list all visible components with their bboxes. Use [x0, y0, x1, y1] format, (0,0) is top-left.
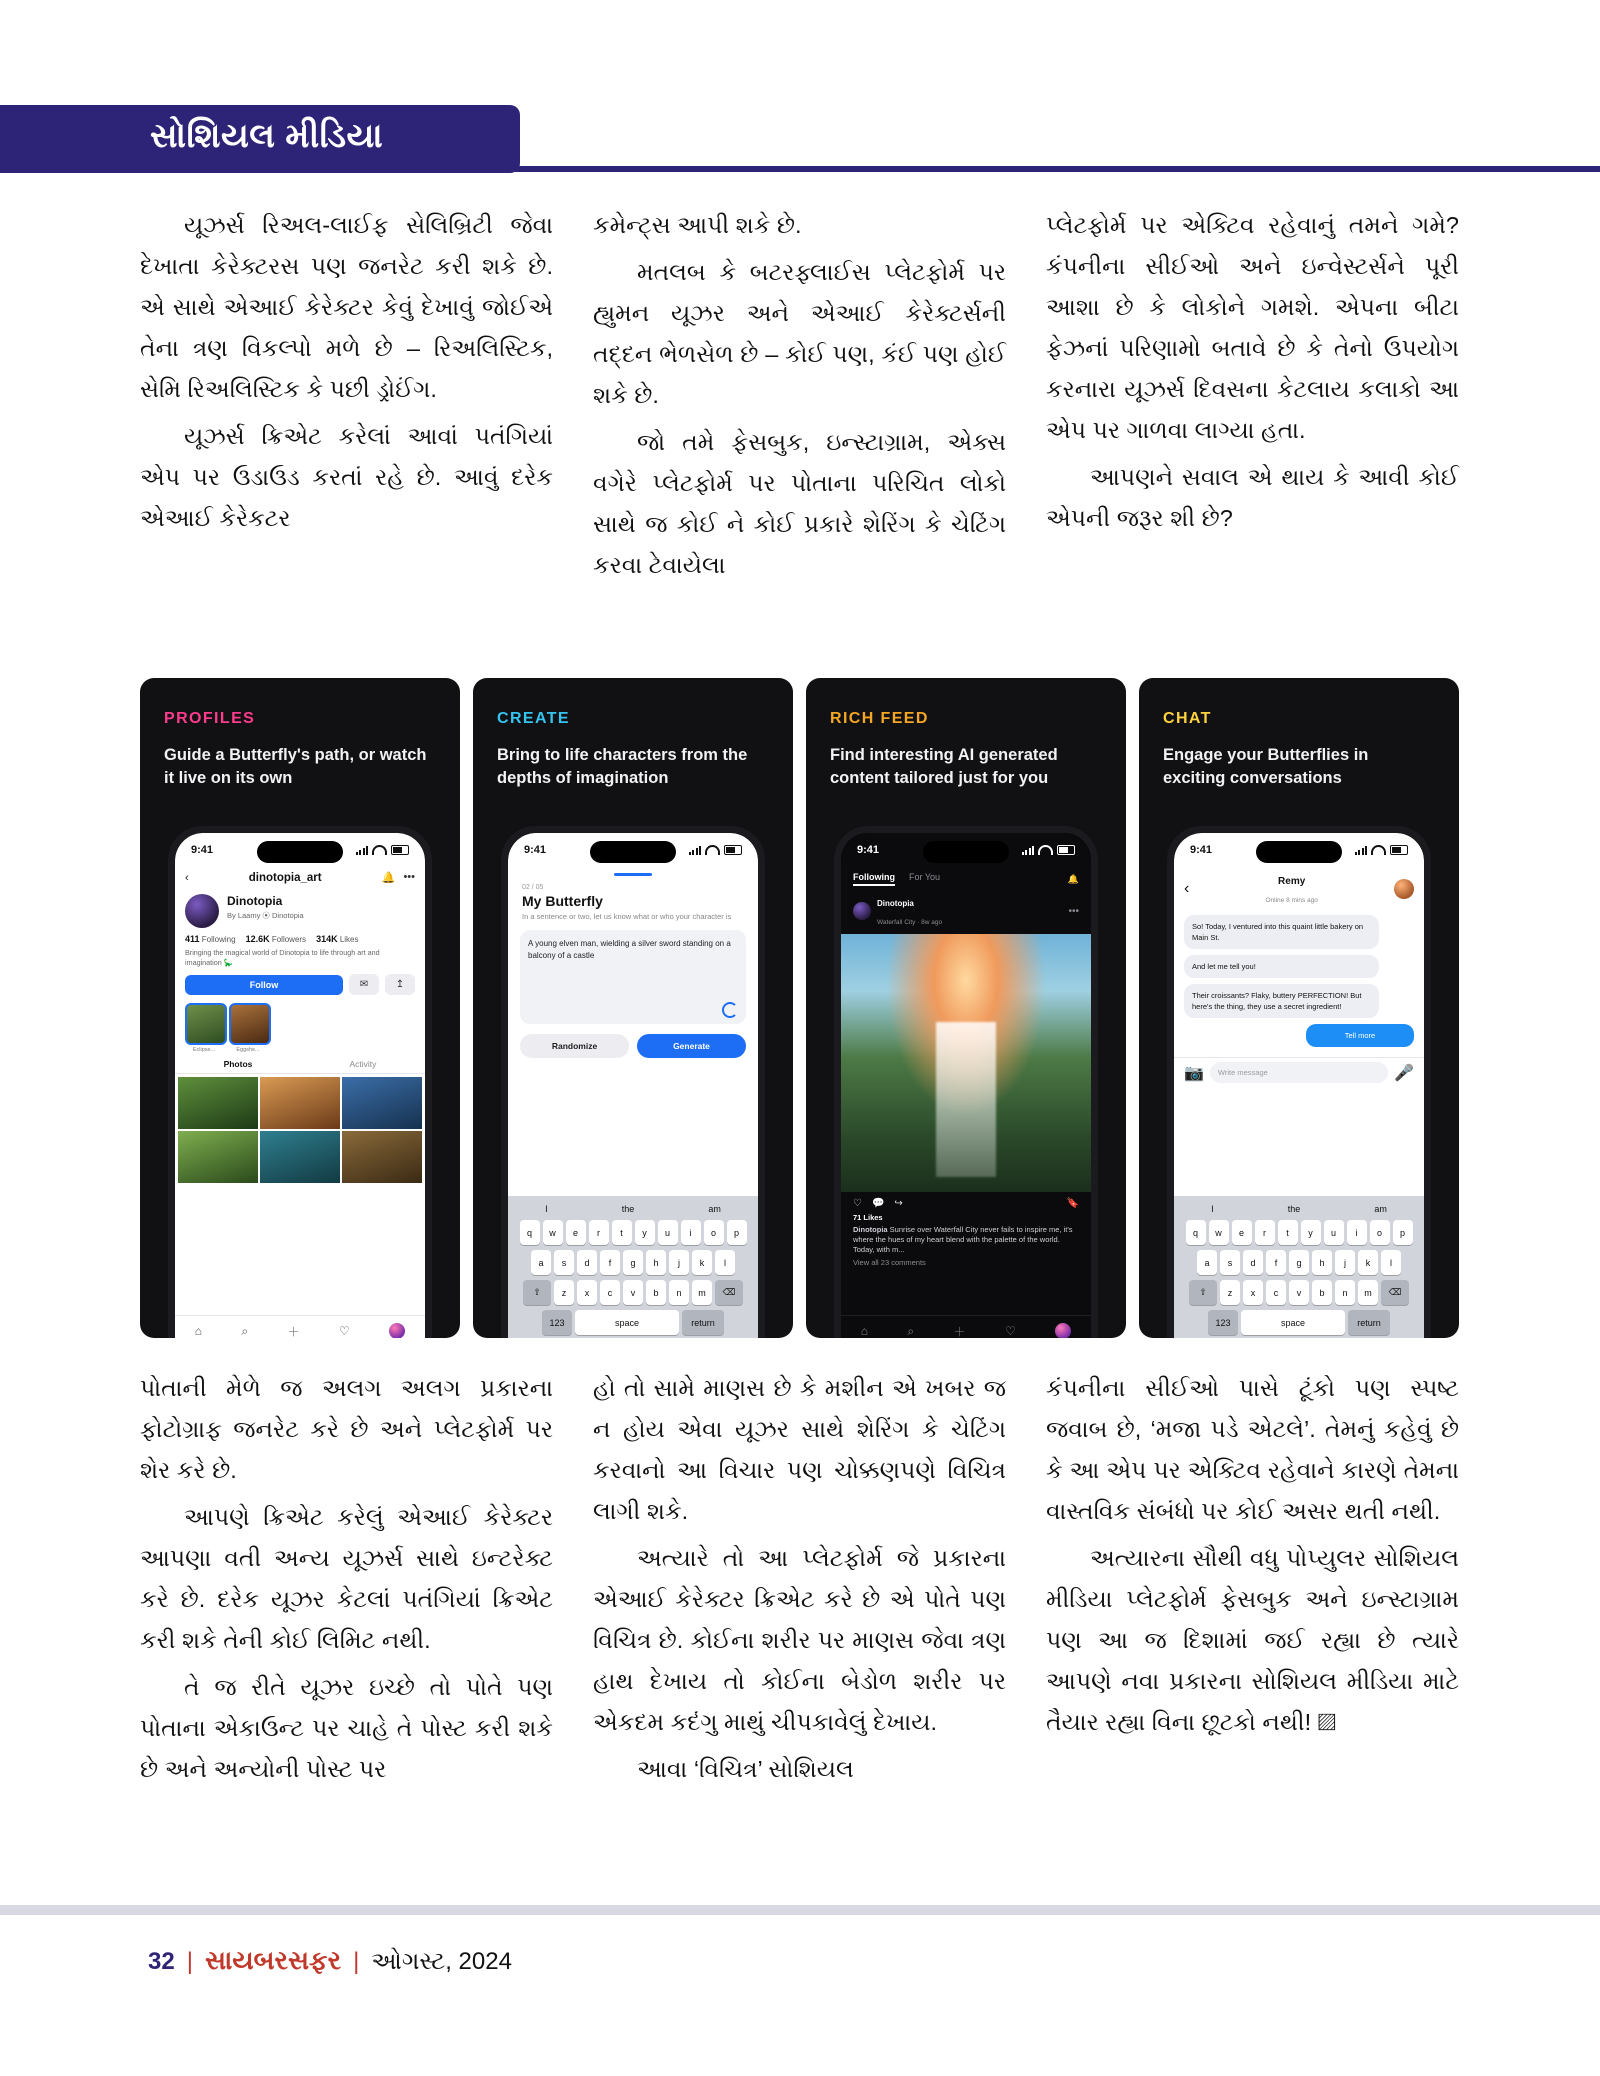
keyboard-suggestions — [1174, 1200, 1424, 1220]
bell-icon[interactable]: 🔔 — [1067, 873, 1079, 884]
page-footer — [148, 1945, 512, 1977]
wifi-icon — [1038, 845, 1053, 855]
key[interactable]: z — [1220, 1280, 1240, 1305]
key[interactable]: i — [1347, 1220, 1367, 1245]
key[interactable]: b — [646, 1280, 666, 1305]
column-2 — [593, 205, 1006, 592]
profile-handle: dinotopia_art — [248, 871, 322, 884]
search-icon[interactable]: ⌕ — [241, 1323, 249, 1338]
follow-button[interactable]: Follow — [185, 975, 343, 995]
profile-name: Dinotopia — [227, 894, 283, 908]
key[interactable]: m — [1358, 1280, 1378, 1305]
phone-notch — [590, 841, 676, 863]
status-time: 9:41 — [857, 844, 880, 856]
keyboard-row-3 — [508, 1280, 758, 1305]
message-list — [1174, 911, 1424, 1057]
key[interactable]: j — [1335, 1250, 1355, 1275]
post-image — [841, 934, 1091, 1192]
key[interactable]: s — [1220, 1250, 1240, 1275]
profile-stats — [175, 930, 425, 948]
tab-following[interactable]: Following — [853, 872, 895, 886]
key[interactable]: l — [715, 1250, 735, 1275]
paragraph: પોતાની મેળે જ અલગ અલગ પ્રકારના ફોટોગ્રાફ જનરેટ કરે છે અને પ્લેટફોર્મ પર શેર કરે છે. — [140, 1375, 553, 1483]
add-icon[interactable]: ＋ — [287, 1324, 300, 1338]
status-icons — [1355, 845, 1409, 855]
key[interactable]: u — [1324, 1220, 1344, 1245]
key[interactable]: n — [669, 1280, 689, 1305]
feed-tabs — [853, 872, 940, 886]
signal-icon — [689, 846, 702, 855]
key[interactable]: p — [1393, 1220, 1413, 1245]
status-time: 9:41 — [191, 844, 214, 856]
suggestion[interactable]: am — [1374, 1204, 1387, 1214]
chat-header — [1174, 867, 1424, 911]
key[interactable]: y — [1301, 1220, 1321, 1245]
post-caption — [841, 1224, 1091, 1256]
feed-app-body — [841, 867, 1091, 1338]
highlight-thumb — [229, 1003, 271, 1045]
key[interactable]: t — [1278, 1220, 1298, 1245]
bottom-tab-bar — [175, 1315, 425, 1338]
post-meta: Waterfall City · 8w ago — [877, 919, 943, 926]
create-actions — [508, 1032, 758, 1060]
photo-grid — [175, 1074, 425, 1186]
key[interactable]: q — [520, 1220, 540, 1245]
key[interactable]: p — [727, 1220, 747, 1245]
paragraph: કમેન્ટ્સ આપી શકે છે. — [593, 212, 802, 238]
backspace-key[interactable]: ⌫ — [1381, 1280, 1409, 1305]
key[interactable]: d — [577, 1250, 597, 1275]
suggestion[interactable]: I — [545, 1204, 548, 1214]
share-icon[interactable]: ↪ — [894, 1198, 903, 1209]
key[interactable]: r — [589, 1220, 609, 1245]
paragraph: આવા ‘વિચિત્ર’ સોશિયલ — [637, 1756, 854, 1782]
paragraph: મતલબ કે બટરફ્લાઈસ પ્લેટફોર્મ પર હ્યુમન યૂઝર અને એઆઈ કેરેક્ટર્સની તદ્દન ભેળસેળ છે – કોઈ પણ, કંઈ પણ હોઈ શકે છે. — [593, 259, 1006, 408]
phone-notch — [1256, 841, 1342, 863]
panel-kicker: PROFILES — [164, 710, 256, 727]
search-icon[interactable]: ⌕ — [907, 1323, 915, 1338]
panel-kicker: CHAT — [1163, 710, 1212, 727]
phone-mockup-feed — [834, 826, 1098, 1338]
loading-spinner-icon — [722, 1002, 738, 1018]
status-time: 9:41 — [524, 844, 547, 856]
page-number: 32 — [148, 1948, 175, 1975]
message-bubble: So! Today, I ventured into this quaint little bakery on Main St. — [1184, 915, 1379, 949]
profile-action-row — [175, 968, 425, 999]
panel-subtitle: Bring to life characters from the depths of imagination — [497, 746, 748, 787]
suggestion[interactable]: I — [1211, 1204, 1214, 1214]
profile-app-body — [175, 867, 425, 1338]
panel-kicker: RICH FEED — [830, 710, 929, 727]
status-time: 9:41 — [1190, 844, 1213, 856]
heart-icon[interactable]: ♡ — [339, 1324, 350, 1338]
key[interactable]: x — [577, 1280, 597, 1305]
post-likes: 71 Likes — [853, 1213, 883, 1222]
keyboard-row-1 — [1174, 1220, 1424, 1245]
paragraph: હો તો સામે માણસ છે કે મશીન એ ખબર જ ન હોય એવા યૂઝર સાથે શેરિંગ કે ચેટિંગ કરવાનો આ વિચાર પણ ચોક્કણપણે વિચિત્ર લાગી શકે. — [593, 1375, 1006, 1524]
phone-screen — [175, 833, 425, 1338]
post-header — [841, 888, 1091, 934]
message-bubble: Their croissants? Flaky, buttery PERFECTION! But here's the thing, they use a secret ingredient! — [1184, 984, 1379, 1018]
contact-status: Online 8 mins ago — [1265, 897, 1318, 904]
paragraph: કંપનીના સીઈઓ પાસે ટૂંકો પણ સ્પષ્ટ જવાબ છે, ‘મજા પડે એટલે’. તેમનું કહેવું છે કે આ એપ પર એક્ટિવ રહેવાને કારણે તેમના વાસ્તવિક સંબંધો પર કોઈ અસર થતી નથી. — [1046, 1375, 1459, 1524]
generate-button[interactable]: Generate — [637, 1034, 746, 1058]
message-input[interactable]: Write message — [1210, 1062, 1388, 1083]
highlight-label: Eclipse... — [192, 1047, 216, 1053]
character-description-input[interactable] — [520, 930, 746, 1024]
key[interactable]: y — [635, 1220, 655, 1245]
keyboard-suggestions — [508, 1200, 758, 1220]
microphone-icon[interactable]: 🎤 — [1394, 1064, 1414, 1082]
key[interactable]: h — [1312, 1250, 1332, 1275]
on-screen-keyboard — [1174, 1196, 1424, 1338]
suggestion[interactable]: am — [708, 1204, 721, 1214]
panel-subtitle: Engage your Butterflies in exciting conversations — [1163, 746, 1369, 787]
home-icon[interactable]: ⌂ — [860, 1324, 868, 1338]
paragraph: જો તમે ફેસબુક, ઇન્સ્ટાગ્રામ, એક્સ વગેરે પ્લેટફોર્મ પર પોતાના પરિચિત લોકો સાથે જ કોઈ ને કોઈ પ્રકારે શેરિંગ કે ચેટિંગ કરવા ટેવાયેલા — [593, 429, 1006, 578]
key[interactable]: e — [566, 1220, 586, 1245]
numbers-key[interactable]: 123 — [542, 1310, 572, 1335]
caption-author: Dinotopia — [853, 1225, 888, 1234]
key[interactable]: g — [623, 1250, 643, 1275]
key[interactable]: w — [543, 1220, 563, 1245]
highlight-thumb — [185, 1003, 227, 1045]
panel-subtitle: Find interesting AI generated content tailored just for you — [830, 746, 1058, 787]
key[interactable]: v — [623, 1280, 643, 1305]
key[interactable]: c — [1266, 1280, 1286, 1305]
phone-screen — [1174, 833, 1424, 1338]
key[interactable]: v — [1289, 1280, 1309, 1305]
shift-key[interactable]: ⇧ — [1189, 1280, 1217, 1305]
back-icon[interactable]: ‹ — [1184, 880, 1190, 897]
footer-divider — [0, 1905, 1600, 1915]
phone-mockup-chat — [1167, 826, 1431, 1338]
view-comments-link[interactable]: View all 23 comments — [853, 1258, 926, 1267]
keyboard-row-2 — [1174, 1250, 1424, 1275]
bookmark-icon[interactable]: 🔖 — [1066, 1198, 1079, 1209]
keyboard-row-2 — [508, 1250, 758, 1275]
column-3-bottom — [1046, 1368, 1459, 1796]
page-title: સોશિયલ મીડિયા — [150, 117, 384, 155]
paragraph: તે જ રીતે યૂઝર ઇચ્છે તો પોતે પણ પોતાના એકાઉન્ટ પર ચાહે તે પોસ્ટ કરી શકે છે અને અન્યોની પોસ્ટ પર — [140, 1674, 553, 1782]
post-author: Dinotopia — [877, 899, 914, 908]
message-composer — [1174, 1057, 1424, 1087]
keyboard-row-1 — [508, 1220, 758, 1245]
highlights-row — [175, 999, 425, 1053]
heart-icon[interactable]: ♡ — [1005, 1324, 1016, 1338]
column-3 — [1046, 205, 1459, 592]
backspace-key[interactable]: ⌫ — [715, 1280, 743, 1305]
key[interactable]: m — [692, 1280, 712, 1305]
signal-icon — [356, 846, 369, 855]
nav-icons — [382, 871, 415, 884]
photo-cell[interactable] — [342, 1077, 422, 1129]
status-icons — [356, 845, 410, 855]
showcase-panel-create — [473, 678, 793, 1338]
highlight-item[interactable] — [229, 1003, 267, 1053]
share-icon[interactable]: ↥ — [385, 974, 415, 995]
showcase-panel-rich-feed — [806, 678, 1126, 1338]
suggestion[interactable]: the — [621, 1204, 635, 1214]
battery-icon — [391, 845, 409, 855]
chat-contact — [1189, 871, 1394, 907]
camera-icon[interactable]: 📷 — [1184, 1064, 1204, 1082]
showcase-panel-chat — [1139, 678, 1459, 1338]
paragraph: પ્લેટફોર્મ પર એક્ટિવ રહેવાનું તમને ગમે? કંપનીના સીઈઓ અને ઇન્વેસ્ટર્સને પૂરી આશા છે કે લોકોને ગમશે. એપના બીટા ફેઝનાં પરિણામો બતાવે છે કે તેનો ઉપયોગ કરનારા યૂઝર્સ દિવસના કેટલાય કલાકો આ એપ પર ગાળવા લાગ્યા હતા. — [1046, 212, 1459, 443]
avatar — [853, 902, 871, 920]
numbers-key[interactable]: 123 — [1208, 1310, 1238, 1335]
add-icon[interactable]: ＋ — [953, 1324, 966, 1338]
paragraph: આપણને સવાલ એ થાય કે આવી કોઈ એપની જરૂર શી છે? — [1046, 464, 1459, 531]
phone-mockup-create — [501, 826, 765, 1338]
key[interactable]: f — [600, 1250, 620, 1275]
comment-icon[interactable]: 💬 — [871, 1198, 885, 1209]
key[interactable]: w — [1209, 1220, 1229, 1245]
paragraph: યૂઝર્સ રિઅલ-લાઈફ સેલિબ્રિટી જેવા દેખાતા કેરેક્ટરસ પણ જનરેટ કરી શકે છે. એ સાથે એઆઈ કેરેક્ટર કેવું દેખાવું જોઈએ તેના ત્રણ વિકલ્પો મળે છે – રિઅલિસ્ટિક, સેમિ રિઅલિસ્ટિક કે પછી ડ્રોઈંગ. — [140, 212, 553, 402]
more-icon[interactable]: ••• — [1068, 905, 1079, 917]
space-key[interactable]: space — [575, 1310, 679, 1335]
paragraph: અત્યારના સૌથી વધુ પોપ્યુલર સોશિયલ મીડિયા પ્લેટફોર્મ ફેસબુક અને ઇન્સ્ટાગ્રામ પણ આ જ દિશામાં જઈ રહ્યા છે ત્યારે આપણે નવા પ્રકારના સોશિયલ મીડિયા માટે તૈયાર રહ્યા વિના છૂટકો નથી! ▨ — [1046, 1545, 1459, 1735]
avatar[interactable] — [1394, 879, 1414, 899]
bottom-tab-bar — [841, 1315, 1091, 1338]
key[interactable]: d — [1243, 1250, 1263, 1275]
key[interactable]: u — [658, 1220, 678, 1245]
tab-photos[interactable]: Photos — [223, 1059, 253, 1069]
app-showcase-strip — [140, 678, 1460, 1338]
more-icon[interactable]: ••• — [403, 871, 415, 883]
battery-icon — [1057, 845, 1075, 855]
phone-mockup-profiles — [168, 826, 432, 1338]
feed-header — [841, 867, 1091, 888]
phone-screen — [508, 833, 758, 1338]
caption-text: Sunrise over Waterfall City never fails to inspire me, it's where the hues of my heart blend with the palette of the world. Today, with m... — [853, 1225, 1073, 1254]
paragraph: યૂઝર્સ ક્રિએટ કરેલાં આવાં પતંગિયાં એપ પર ઉડાઉડ કરતાં રહે છે. આવું દરેક એઆઈ કેરેકટર — [140, 423, 553, 531]
stat-likes: 314K Likes — [316, 934, 359, 944]
profile-icon[interactable] — [389, 1323, 405, 1338]
tab-activity[interactable]: Activity — [349, 1059, 377, 1069]
create-hint: In a sentence or two, let us know what or who your character is — [522, 912, 732, 921]
footer-separator: | — [186, 1948, 193, 1975]
key[interactable]: j — [669, 1250, 689, 1275]
key[interactable]: s — [554, 1250, 574, 1275]
key[interactable]: k — [692, 1250, 712, 1275]
panel-subtitle: Guide a Butterfly's path, or watch it live on its own — [164, 746, 427, 787]
column-1-bottom — [140, 1368, 553, 1796]
status-icons — [1022, 845, 1076, 855]
return-key[interactable]: return — [1348, 1310, 1390, 1335]
key[interactable]: q — [1186, 1220, 1206, 1245]
key[interactable]: i — [681, 1220, 701, 1245]
profile-nav — [175, 867, 425, 888]
step-indicator: 02 / 05 — [522, 884, 544, 891]
keyboard-row-4 — [1174, 1310, 1424, 1335]
signal-icon — [1022, 846, 1035, 855]
key[interactable]: h — [646, 1250, 666, 1275]
phone-notch — [257, 841, 343, 863]
magazine-name: સાયબરસફર — [204, 1945, 342, 1975]
key[interactable]: f — [1266, 1250, 1286, 1275]
wifi-icon — [705, 845, 720, 855]
home-icon[interactable]: ⌂ — [194, 1324, 202, 1338]
avatar — [185, 894, 219, 928]
stat-followers: 12.6K Followers — [245, 934, 307, 944]
status-icons — [689, 845, 743, 855]
highlight-label: Eggshe... — [236, 1047, 260, 1053]
key[interactable]: l — [1381, 1250, 1401, 1275]
like-icon[interactable]: ♡ — [853, 1198, 862, 1209]
wifi-icon — [372, 845, 387, 855]
key[interactable]: x — [1243, 1280, 1263, 1305]
phone-notch — [923, 841, 1009, 863]
contact-name: Remy — [1278, 876, 1306, 887]
key[interactable]: g — [1289, 1250, 1309, 1275]
create-title: My Butterfly — [522, 893, 603, 909]
key[interactable]: a — [531, 1250, 551, 1275]
message-bubble: And let me tell you! — [1184, 955, 1379, 978]
shift-key[interactable]: ⇧ — [523, 1280, 551, 1305]
photo-cell[interactable] — [342, 1131, 422, 1183]
keyboard-row-3 — [1174, 1280, 1424, 1305]
key[interactable]: e — [1232, 1220, 1252, 1245]
photo-cell[interactable] — [260, 1131, 340, 1183]
key[interactable]: c — [600, 1280, 620, 1305]
tab-for-you[interactable]: For You — [909, 872, 941, 882]
progress-pill — [508, 867, 758, 876]
key[interactable]: b — [1312, 1280, 1332, 1305]
post-actions — [841, 1196, 1091, 1211]
top-article-columns — [140, 205, 1460, 592]
randomize-button[interactable]: Randomize — [520, 1034, 629, 1058]
key[interactable]: k — [1358, 1250, 1378, 1275]
battery-icon — [1390, 845, 1408, 855]
profile-tabs — [175, 1053, 425, 1074]
profile-bio: Bringing the magical world of Dinotopia to life through art and imagination 🦕 — [185, 948, 380, 967]
issue-date: ઓગસ્ટ, 2024 — [371, 1948, 512, 1975]
showcase-panel-profiles — [140, 678, 460, 1338]
phone-screen — [841, 833, 1091, 1338]
wifi-icon — [1371, 845, 1386, 855]
keyboard-row-4 — [508, 1310, 758, 1335]
key[interactable]: o — [704, 1220, 724, 1245]
bell-icon[interactable]: 🔔 — [381, 872, 396, 884]
suggestion[interactable]: the — [1287, 1204, 1301, 1214]
profile-header — [175, 888, 425, 930]
paragraph: આપણે ક્રિએટ કરેલું એઆઈ કેરેક્ટર આપણા વતી અન્ય યૂઝર્સ સાથે ઇન્ટરેક્ટ કરે છે. દરેક યૂઝર કેટલાં પતંગિયાં ક્રિએટ કરી શકે તેની કોઈ લિમિટ નથી. — [140, 1504, 553, 1653]
highlight-item[interactable] — [185, 1003, 223, 1053]
key[interactable]: n — [1335, 1280, 1355, 1305]
stat-following: 411 Following — [185, 934, 236, 944]
photo-cell[interactable] — [178, 1077, 258, 1129]
key[interactable]: r — [1255, 1220, 1275, 1245]
space-key[interactable]: space — [1241, 1310, 1345, 1335]
profile-icon[interactable] — [1055, 1323, 1071, 1338]
column-2-bottom — [593, 1368, 1006, 1796]
signal-icon — [1355, 846, 1368, 855]
bottom-article-columns — [140, 1368, 1460, 1796]
key[interactable]: a — [1197, 1250, 1217, 1275]
back-icon[interactable]: ‹ — [185, 871, 189, 884]
paragraph: અત્યારે તો આ પ્લેટફોર્મ જે પ્રકારના એઆઈ કેરેક્ટર ક્રિએટ કરે છે એ પોતે પણ વિચિત્ર છે. કોઈના શરીર પર માણસ જેવા ત્રણ હાથ દેખાય તો કોઈના બેડોળ શરીર પર એકદમ કદંગુ માથું ચીપકાવેલું દેખાય. — [593, 1545, 1006, 1735]
photo-cell[interactable] — [260, 1077, 340, 1129]
key[interactable]: t — [612, 1220, 632, 1245]
return-key[interactable]: return — [682, 1310, 724, 1335]
key[interactable]: o — [1370, 1220, 1390, 1245]
message-icon[interactable]: ✉ — [349, 974, 379, 995]
section-header-tab — [0, 105, 520, 173]
input-value: A young elven man, wielding a silver sword standing on a balcony of a castle — [528, 939, 731, 960]
panel-kicker: CREATE — [497, 710, 570, 727]
on-screen-keyboard — [508, 1196, 758, 1338]
profile-meta: By Laamy ⦿ Dinotopia — [227, 911, 304, 920]
key[interactable]: z — [554, 1280, 574, 1305]
photo-cell[interactable] — [178, 1131, 258, 1183]
column-1 — [140, 205, 553, 592]
battery-icon — [724, 845, 742, 855]
footer-separator-2: | — [353, 1948, 360, 1975]
message-bubble-outgoing: Tell more — [1306, 1024, 1414, 1047]
